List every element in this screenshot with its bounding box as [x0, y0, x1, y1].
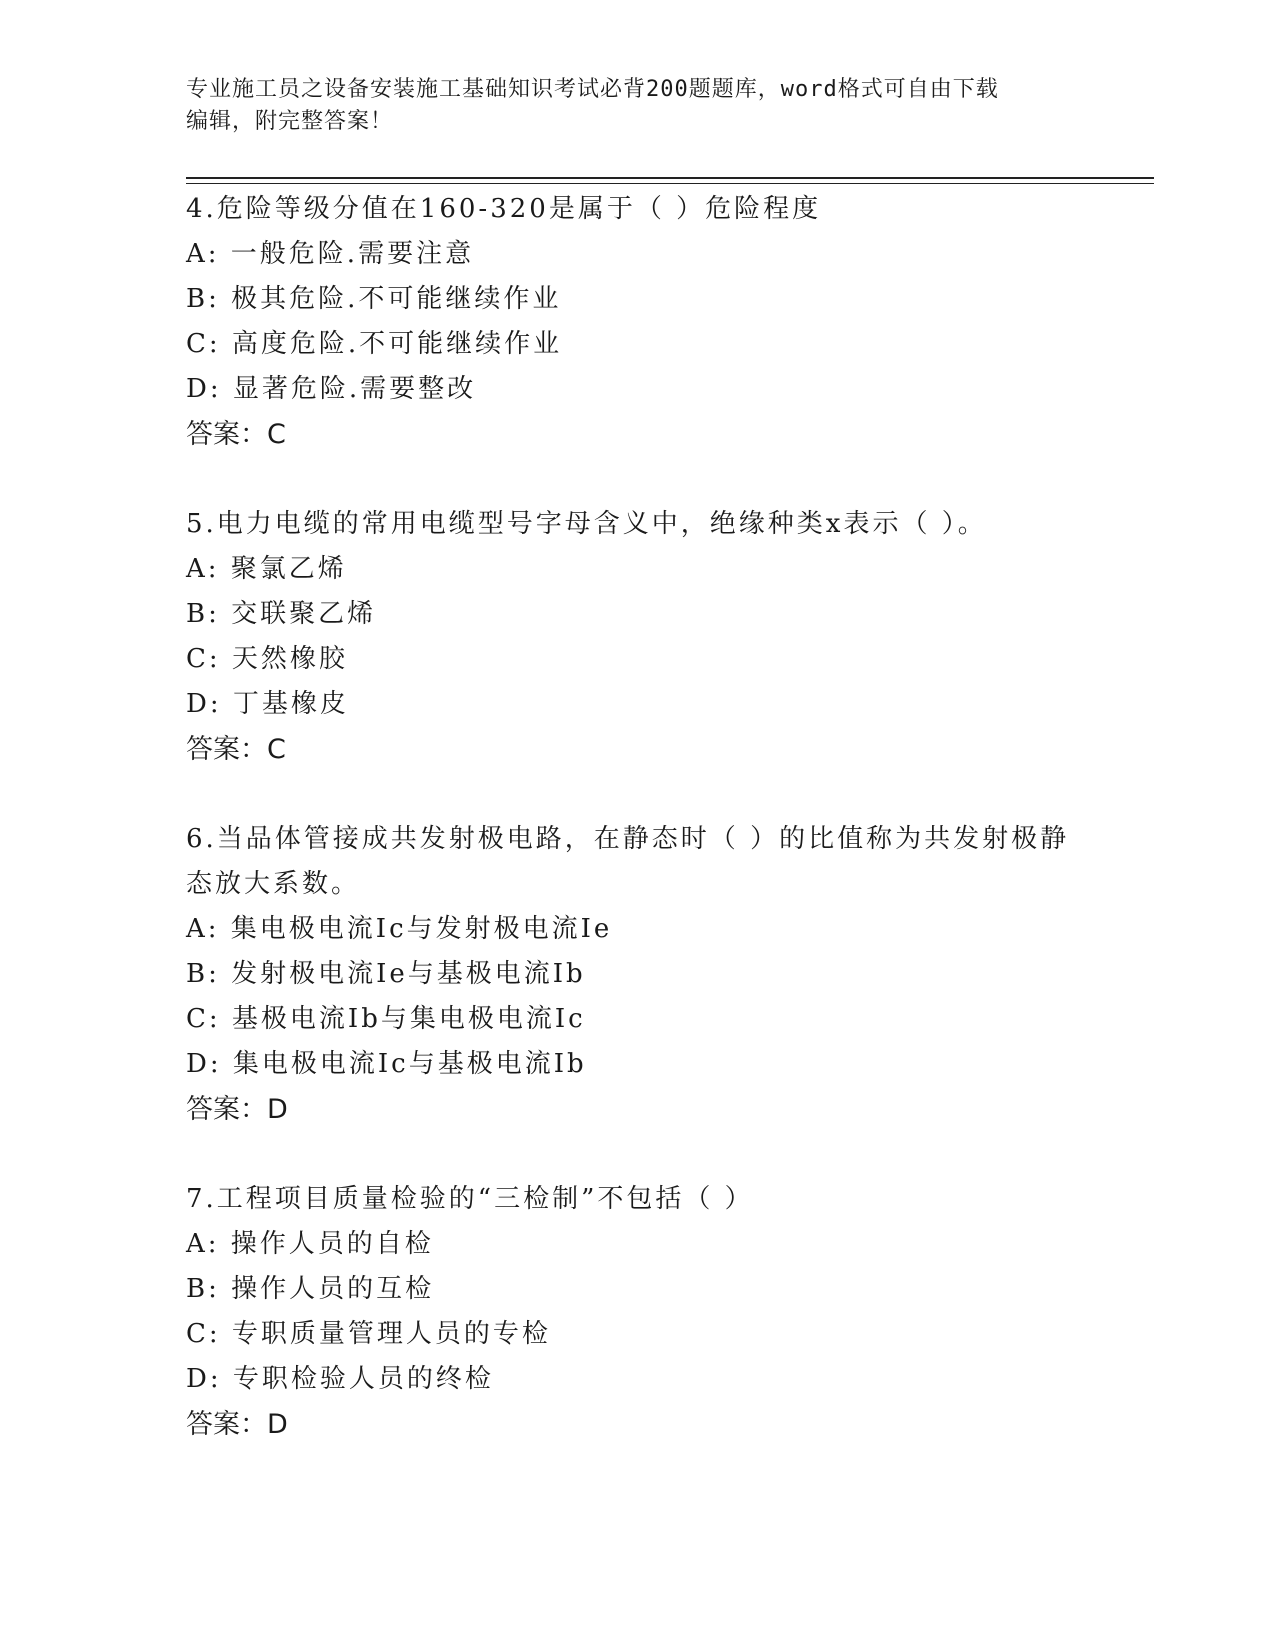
option-b: B: 发射极电流Ie与基极电流Ib: [186, 959, 586, 989]
header-title-line-1: 专业施工员之设备安装施工基础知识考试必背200题题库，word格式可自由下载: [186, 77, 999, 102]
option-b: B: 极其危险.不可能继续作业: [186, 284, 562, 314]
option-c: C: 基极电流Ib与集电极电流Ic: [186, 1004, 586, 1034]
option-a: A: 集电极电流Ic与发射极电流Ie: [186, 914, 613, 944]
answer: 答案：C: [186, 734, 286, 765]
question-stem: 7.工程项目质量检验的“三检制”不包括（ ）: [186, 1184, 754, 1214]
option-c: C: 专职质量管理人员的专检: [186, 1319, 551, 1349]
header-divider-thick: [186, 177, 1154, 179]
question-stem-line-1: 6.当品体管接成共发射极电路，在静态时（ ）的比值称为共发射极静: [186, 824, 1070, 854]
question-stem: 4.危险等级分值在160-320是属于（ ）危险程度: [186, 194, 822, 224]
option-c: C: 高度危险.不可能继续作业: [186, 329, 563, 359]
option-d: D: 专职检验人员的终检: [186, 1364, 494, 1394]
option-c: C: 天然橡胶: [186, 644, 348, 674]
question-6: [186, 817, 1086, 1132]
option-a: A: 操作人员的自检: [186, 1229, 434, 1259]
option-b: B: 交联聚乙烯: [186, 599, 377, 629]
question-7: [186, 1177, 1086, 1447]
answer: 答案：D: [186, 1094, 288, 1125]
option-d: D: 集电极电流Ic与基极电流Ib: [186, 1049, 587, 1079]
question-stem-line-2: 态放大系数。: [186, 869, 361, 899]
option-a: A: 一般危险.需要注意: [186, 239, 475, 269]
header-divider-thin: [186, 183, 1154, 184]
answer: 答案：D: [186, 1409, 288, 1440]
header-title-line-2: 编辑，附完整答案！: [186, 109, 394, 134]
question-5: [186, 502, 1086, 772]
option-a: A: 聚氯乙烯: [186, 554, 347, 584]
question-4: [186, 187, 1086, 457]
document-header: [186, 74, 1066, 138]
option-b: B: 操作人员的互检: [186, 1274, 435, 1304]
option-d: D: 显著危险.需要整改: [186, 374, 477, 404]
question-stem: 5.电力电缆的常用电缆型号字母含义中，绝缘种类x表示（ ）。: [186, 509, 987, 539]
answer: 答案：C: [186, 419, 286, 450]
option-d: D: 丁基橡皮: [186, 689, 349, 719]
